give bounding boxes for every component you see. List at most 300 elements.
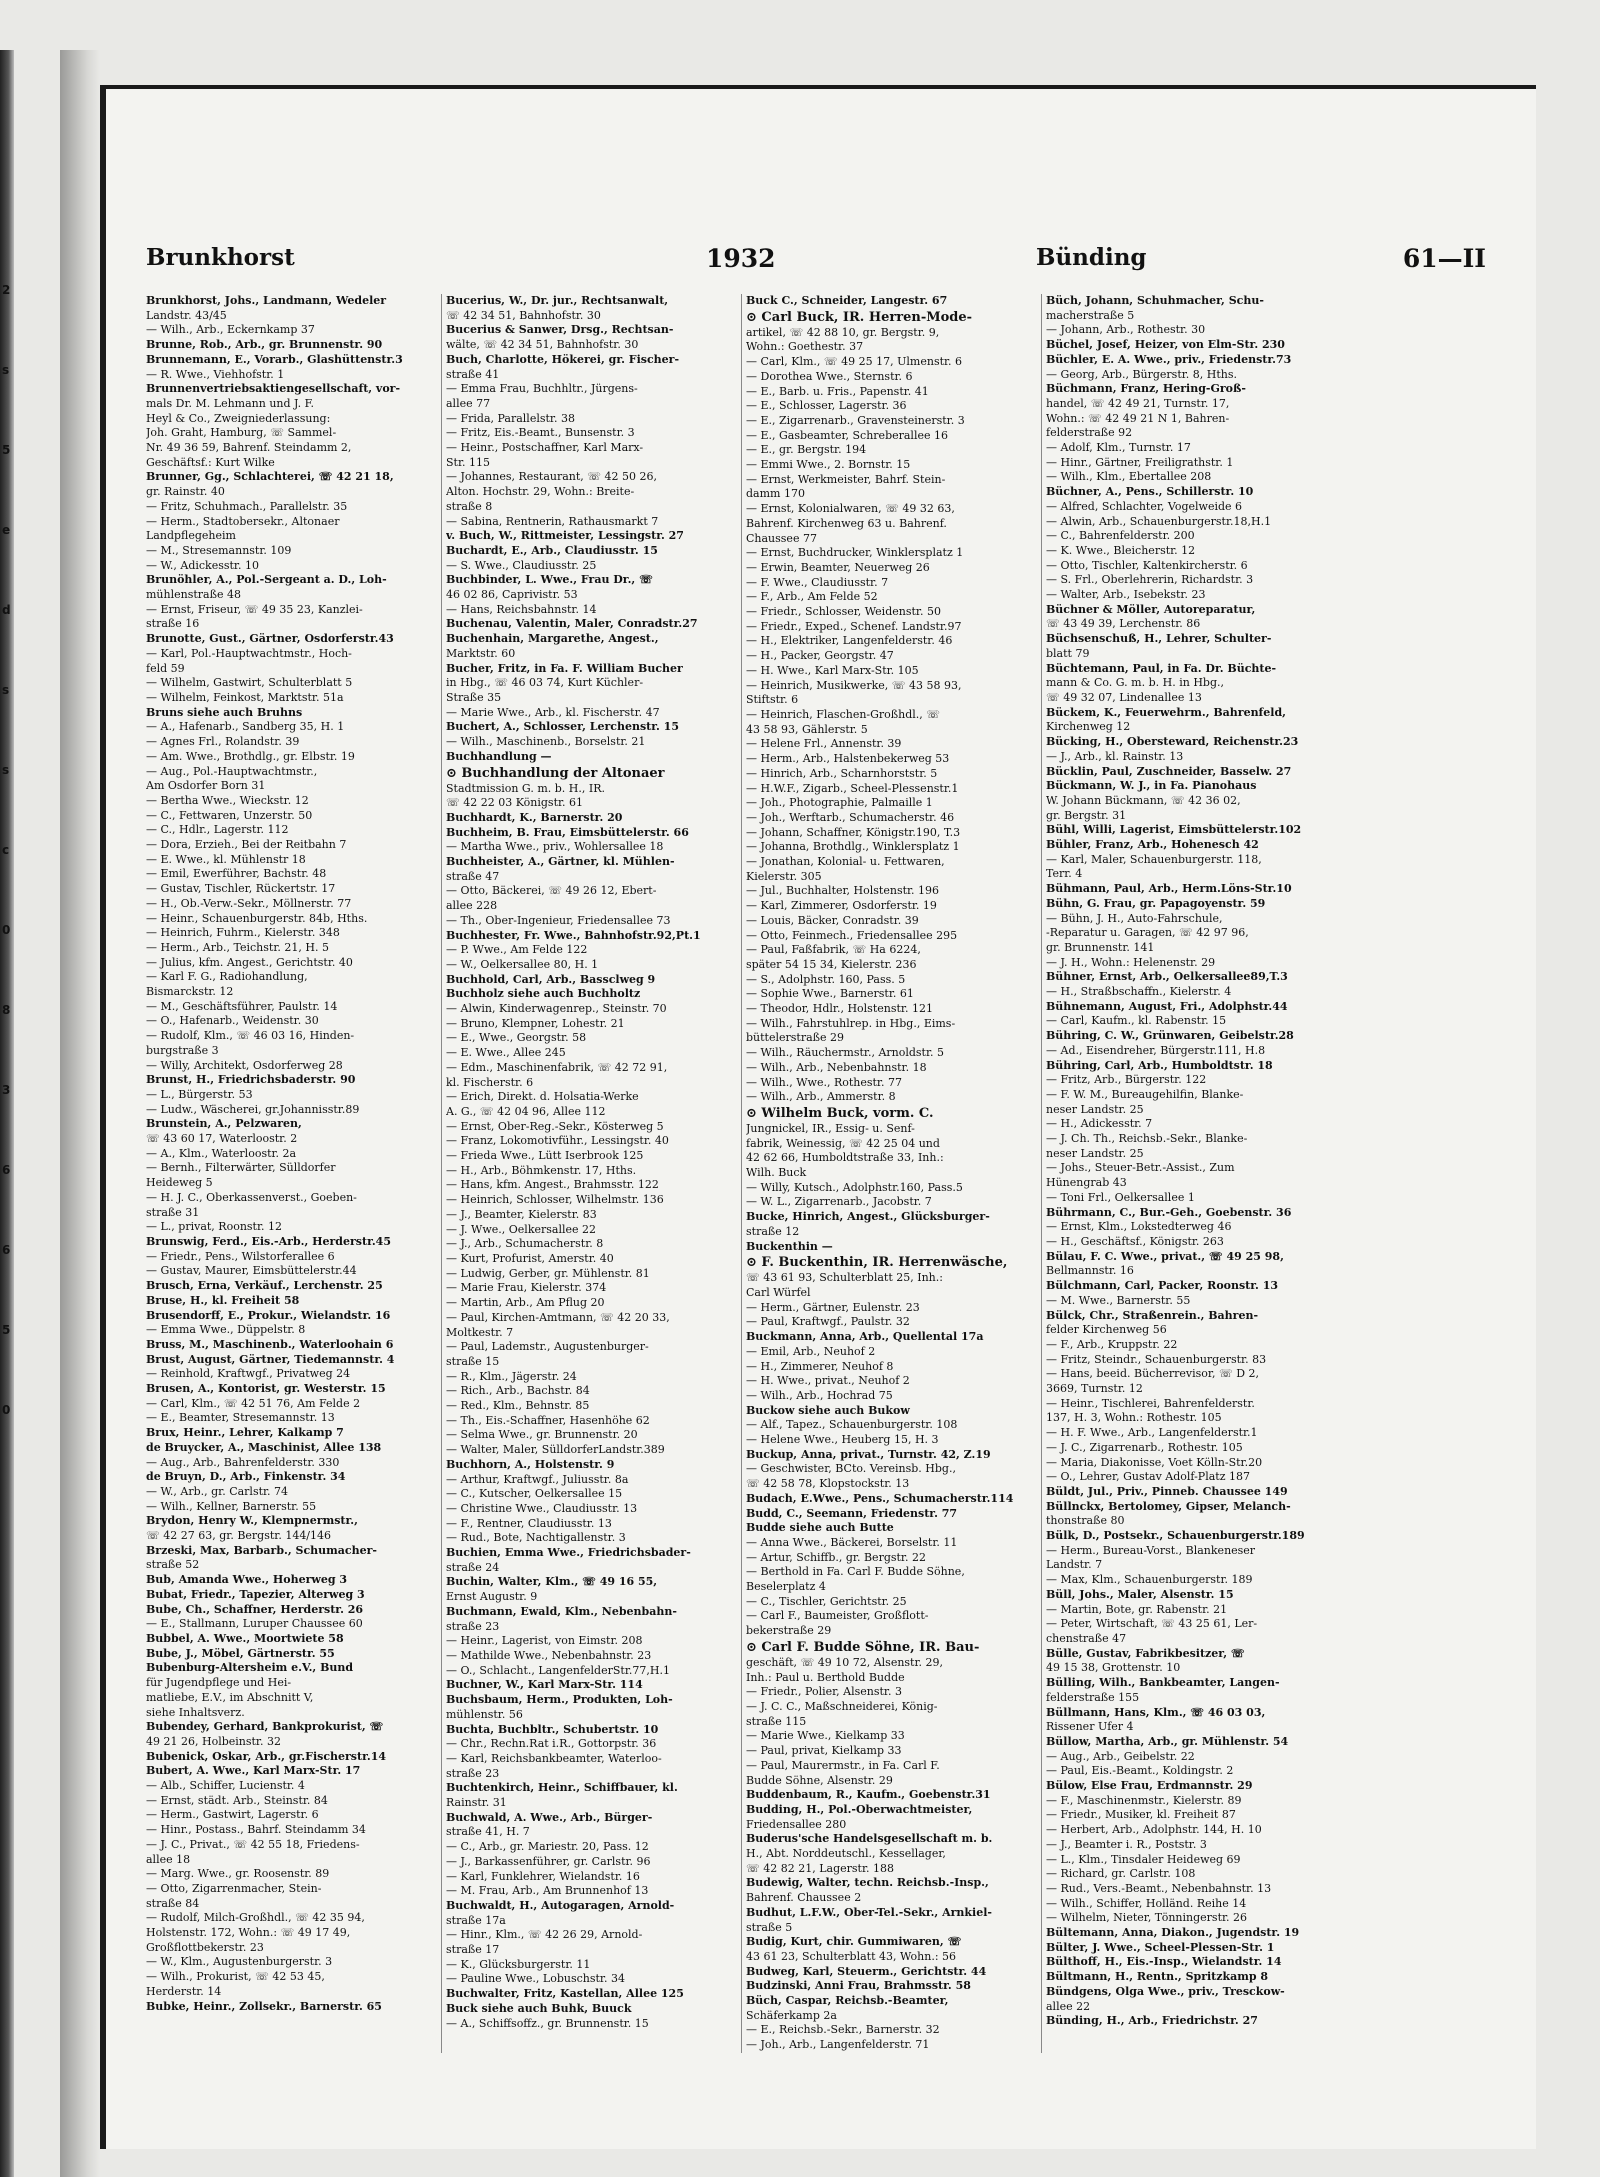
directory-entry: mühlenstraße 48 (146, 588, 241, 602)
directory-entry: — Herm., Stadtobersekr., Altonaer (146, 514, 340, 528)
directory-entry: — Otto, Feinmech., Friedensallee 295 (746, 928, 958, 942)
directory-entry: — Heinr., Tischlerei, Bahrenfelderstr. (1046, 1396, 1255, 1410)
column-3 (746, 294, 1042, 2053)
directory-entry: — Carl, Klm., ☏ 42 51 76, Am Felde 2 (146, 1396, 361, 1410)
directory-entry: — C., Hdlr., Lagerstr. 112 (146, 823, 289, 837)
directory-entry: — Willy, Architekt, Osdorferweg 28 (146, 1058, 343, 1072)
directory-entry: Brusendorff, E., Prokur., Wielandstr. 16 (146, 1308, 391, 1322)
directory-entry: Bückmann, W. J., in Fa. Pianohaus (1046, 779, 1257, 793)
directory-entry: — Gustav, Maurer, Eimsbüttelerstr.44 (146, 1264, 357, 1278)
directory-entry: — H., Geschäftsf., Königstr. 263 (1046, 1235, 1224, 1248)
directory-entry: Brydon, Henry W., Klempnermstr., (146, 1514, 358, 1528)
directory-entry: Buchien, Emma Wwe., Friedrichsbader- (446, 1546, 691, 1560)
directory-entry: Rissener Ufer 4 (1046, 1720, 1134, 1734)
margin-mark: d (2, 603, 11, 617)
directory-entry: Chaussee 77 (746, 531, 817, 545)
directory-entry: — Paul, Kirchen-Amtmann, ☏ 42 20 33, (446, 1310, 670, 1324)
directory-entry: — P. Wwe., Am Felde 122 (446, 943, 588, 957)
directory-entry: Buchsbaum, Herm., Produkten, Loh- (446, 1693, 673, 1707)
directory-entry: — F. Wwe., Claudiusstr. 7 (746, 575, 889, 589)
directory-entry: — Christine Wwe., Claudiusstr. 13 (446, 1501, 638, 1515)
directory-entry: Bubenburg-Altersheim e.V., Bund (146, 1661, 354, 1675)
directory-entry: — Fritz, Eis.-Beamt., Bunsenstr. 3 (446, 426, 635, 440)
directory-entry: ⊙ Wilhelm Buck, vorm. C. (746, 1105, 934, 1121)
directory-entry: — Heinrich, Flaschen-Großhdl., ☏ (746, 707, 941, 721)
directory-entry: Landstr. 7 (1046, 1558, 1103, 1572)
directory-entry: Buchin, Walter, Klm., ☏ 49 16 55, (446, 1575, 658, 1589)
margin-mark: 8 (2, 1003, 11, 1017)
directory-entry: 42 62 66, Humboldtstraße 33, Inh.: (746, 1151, 944, 1165)
directory-entry: — H., Packer, Georgstr. 47 (746, 649, 894, 663)
directory-entry: Budewig, Walter, techn. Reichsb.-Insp., (746, 1876, 989, 1890)
directory-entry: Bücking, H., Obersteward, Reichenstr.23 (1046, 735, 1299, 749)
directory-entry: — Heinrich, Musikwerke, ☏ 43 58 93, (746, 678, 962, 692)
directory-entry: — A., Hafenarb., Sandberg 35, H. 1 (146, 720, 345, 734)
directory-entry: — Heinr., Lagerist, von Eimstr. 208 (446, 1634, 643, 1648)
directory-entry: — W., Arb., gr. Carlstr. 74 (146, 1484, 289, 1498)
directory-entry: — Reinhold, Kraftwgf., Privatweg 24 (146, 1367, 351, 1381)
directory-entry: — Arthur, Kraftwgf., Juliusstr. 8a (446, 1472, 629, 1486)
directory-entry: Ernst Augustr. 9 (446, 1590, 538, 1604)
directory-entry: de Bruyn, D., Arb., Finkenstr. 34 (146, 1470, 346, 1484)
directory-entry: Buckup, Anna, privat., Turnstr. 42, Z.19 (746, 1447, 991, 1461)
directory-entry: Bruss, M., Maschinenb., Waterloohain 6 (146, 1337, 394, 1351)
directory-entry: — Herm., Gastwirt, Lagerstr. 6 (146, 1808, 319, 1822)
directory-entry: felder Kirchenweg 56 (1046, 1323, 1167, 1337)
directory-entry: — Heinrich, Schlosser, Wilhelmstr. 136 (446, 1193, 664, 1207)
directory-entry: — O., Hafenarb., Weidenstr. 30 (146, 1014, 319, 1028)
directory-entry: Bülle, Gustav, Fabrikbesitzer, ☏ (1046, 1646, 1245, 1660)
directory-entry: Buck siehe auch Buhk, Buuck (446, 2001, 632, 2015)
directory-entry: — Wilh., Arb., Nebenbahnstr. 18 (746, 1060, 927, 1074)
directory-entry: Bruse, H., kl. Freiheit 58 (146, 1293, 300, 1307)
directory-entry: — Sabina, Rentnerin, Rathausmarkt 7 (446, 514, 659, 528)
directory-entry: — Ludwig, Gerber, gr. Mühlenstr. 81 (446, 1266, 650, 1280)
directory-entry: Büch, Caspar, Reichsb.-Beamter, (746, 1994, 949, 2008)
directory-entry: neser Landstr. 25 (1046, 1102, 1144, 1116)
directory-entry: — Jonathan, Kolonial- u. Fettwaren, (746, 855, 945, 869)
directory-entry: — Julius, kfm. Angest., Gerichtstr. 40 (146, 955, 353, 969)
directory-entry: Buchert, A., Schlosser, Lerchenstr. 15 (446, 720, 679, 734)
directory-entry: — Martin, Bote, gr. Rabenstr. 21 (1046, 1602, 1228, 1616)
directory-entry: — E., Barb. u. Fris., Papenstr. 41 (746, 384, 929, 398)
margin-mark: 6 (2, 1243, 11, 1257)
directory-entry: — Helene Wwe., Heuberg 15, H. 3 (746, 1433, 939, 1447)
directory-entry: Bühring, C. W., Grünwaren, Geibelstr.28 (1046, 1029, 1294, 1043)
directory-entry: artikel, ☏ 42 88 10, gr. Bergstr. 9, (746, 325, 940, 339)
directory-entry: Bühmann, Paul, Arb., Herm.Löns-Str.10 (1046, 882, 1292, 896)
directory-entry: — K., Glücksburgerstr. 11 (446, 1957, 591, 1971)
directory-entry: — Wilh., Räuchermstr., Arnoldstr. 5 (746, 1046, 945, 1060)
directory-entry: straße 47 (446, 869, 500, 883)
directory-entry: Buchhorn, A., Holstenstr. 9 (446, 1457, 615, 1471)
directory-entry: Büchel, Josef, Heizer, von Elm-Str. 230 (1046, 338, 1285, 352)
directory-entry: Bültmann, H., Rentn., Spritzkamp 8 (1046, 1970, 1269, 1984)
directory-entry: — Alwin, Kinderwagenrep., Steinstr. 70 (446, 1002, 667, 1016)
directory-entry: — Paul, Eis.-Beamt., Koldingstr. 2 (1046, 1764, 1234, 1778)
directory-entry: Bucerius, W., Dr. jur., Rechtsanwalt, (446, 294, 669, 307)
directory-entry: Budweg, Karl, Steuerm., Gerichtstr. 44 (746, 1964, 987, 1978)
directory-entry: Bubert, A. Wwe., Karl Marx-Str. 17 (146, 1764, 361, 1778)
directory-entry: Geschäftsf.: Kurt Wilke (146, 455, 275, 469)
directory-entry: — Paul, Faßfabrik, ☏ Ha 6224, (746, 943, 921, 957)
directory-entry: — Willy, Kutsch., Adolphstr.160, Pass.5 (746, 1180, 963, 1194)
directory-entry: — Hans, Reichsbahnstr. 14 (446, 602, 597, 616)
directory-entry: Wilh. Buck (746, 1166, 807, 1180)
directory-entry: Stadtmission G. m. b. H., IR. (446, 781, 605, 795)
directory-entry: — Friedr., Exped., Schenef. Landstr.97 (746, 619, 962, 633)
directory-entry: — Chr., Rechn.Rat i.R., Gottorpstr. 36 (446, 1737, 657, 1751)
directory-entry: — Johann, Arb., Rothestr. 30 (1046, 323, 1206, 337)
directory-entry: — R., Klm., Jägerstr. 24 (446, 1369, 577, 1383)
directory-entry: — Erwin, Beamter, Neuerweg 26 (746, 560, 930, 574)
directory-entry: — Friedr., Schlosser, Weidenstr. 50 (746, 605, 941, 619)
directory-entry: Büchler, E. A. Wwe., priv., Friedenstr.73 (1046, 352, 1292, 366)
directory-entry: Buckow siehe auch Bukow (746, 1403, 910, 1417)
directory-entry: straße 84 (146, 1896, 200, 1910)
directory-entry: — Karl, Funklehrer, Wielandstr. 16 (446, 1869, 640, 1883)
directory-entry: — C., Bahrenfelderstr. 200 (1046, 529, 1195, 543)
directory-entry: straße 23 (446, 1766, 500, 1780)
directory-entry: Kielerstr. 305 (746, 869, 822, 883)
directory-entry: Marktstr. 60 (446, 646, 516, 660)
directory-entry: straße 115 (746, 1714, 807, 1728)
directory-entry: Bücklin, Paul, Zuschneider, Basselw. 27 (1046, 764, 1292, 778)
directory-entry: — Wilh., Maschinenb., Borselstr. 21 (446, 735, 646, 749)
directory-entry: ☏ 42 34 51, Bahnhofstr. 30 (446, 308, 601, 322)
directory-entry: büttelerstraße 29 (746, 1031, 844, 1045)
directory-entry: Buch, Charlotte, Hökerei, gr. Fischer- (446, 352, 680, 366)
directory-entry: — Carl, Klm., ☏ 49 25 17, Ulmenstr. 6 (746, 355, 963, 369)
binding-shadow (60, 50, 100, 2177)
directory-entry: — Erich, Direkt. d. Holsatia-Werke (446, 1090, 639, 1104)
directory-entry: Bubat, Friedr., Tapezier, Alterweg 3 (146, 1587, 365, 1601)
directory-entry: — Louis, Bäcker, Conradstr. 39 (746, 913, 919, 927)
directory-entry: Bülter, J. Wwe., Scheel-Plessen-Str. 1 (1046, 1940, 1275, 1954)
directory-entry: — F. W. M., Bureaugehilfin, Blanke- (1046, 1087, 1244, 1101)
directory-entry: — Bühn, J. H., Auto-Fahrschule, (1046, 911, 1223, 925)
directory-entry: — Karl, Zimmerer, Osdorferstr. 19 (746, 899, 937, 913)
directory-entry: ☏ 42 22 03 Königstr. 61 (446, 796, 584, 810)
directory-entry: Buchhardt, K., Barnerstr. 20 (446, 810, 623, 824)
directory-entry: — Alb., Schiffer, Lucienstr. 4 (146, 1779, 305, 1793)
directory-entry: — Emil, Arb., Neuhof 2 (746, 1344, 876, 1358)
directory-entry: — M. Wwe., Barnerstr. 55 (1046, 1293, 1191, 1307)
directory-entry: — E., Wwe., Georgstr. 58 (446, 1031, 587, 1045)
directory-entry: Budzinski, Anni Frau, Brahmsstr. 58 (746, 1979, 971, 1993)
directory-entry: ☏ 43 60 17, Waterloostr. 2 (146, 1132, 298, 1146)
directory-entry: — J. Wwe., Oelkersallee 22 (446, 1222, 596, 1236)
directory-entry: Buchbinder, L. Wwe., Frau Dr., ☏ (446, 573, 653, 587)
directory-entry: — Friedr., Polier, Alsenstr. 3 (746, 1685, 902, 1699)
directory-entry: Joh. Graht, Hamburg, ☏ Sammel- (146, 426, 337, 440)
directory-entry: — Dora, Erzieh., Bei der Reitbahn 7 (146, 838, 347, 852)
directory-entry: Herderstr. 14 (146, 1984, 222, 1998)
directory-entry: Brusch, Erna, Verkäuf., Lerchenstr. 25 (146, 1279, 383, 1293)
directory-entry: Buchenhain, Margarethe, Angest., (446, 632, 659, 646)
directory-entry: Büchtemann, Paul, in Fa. Dr. Büchte- (1046, 661, 1277, 675)
directory-entry: — H. J. C., Oberkassenverst., Goeben- (146, 1190, 357, 1204)
directory-entry: — Marie Frau, Kielerstr. 374 (446, 1281, 607, 1295)
directory-entry: — M., Stresemannstr. 109 (146, 543, 292, 557)
directory-entry: straße 16 (146, 617, 200, 631)
directory-entry: Brunst, H., Friedrichsbaderstr. 90 (146, 1073, 356, 1087)
directory-entry: — Emma Frau, Buchhltr., Jürgens- (446, 382, 638, 396)
directory-entry: — S. Wwe., Claudiusstr. 25 (446, 558, 597, 572)
directory-entry: — Otto, Zigarrenmacher, Stein- (146, 1881, 322, 1895)
directory-entry: — F., Arb., Kruppstr. 22 (1046, 1337, 1178, 1351)
directory-entry: — J., Beamter i. R., Poststr. 3 (1046, 1837, 1207, 1851)
directory-entry: — Ernst, Werkmeister, Bahrf. Stein- (746, 472, 946, 486)
directory-entry: straße 8 (446, 499, 493, 513)
directory-entry: — F., Arb., Am Felde 52 (746, 590, 878, 604)
directory-entry: — J. C. C., Maßschneiderei, König- (746, 1699, 938, 1713)
directory-entry: Am Osdorfer Born 31 (146, 779, 266, 793)
directory-entry: 43 58 93, Gählerstr. 5 (746, 722, 868, 736)
directory-entry: — Hans, kfm. Angest., Brahmsstr. 122 (446, 1178, 659, 1192)
directory-entry: Budde Söhne, Alsenstr. 29 (746, 1773, 893, 1787)
directory-entry: — H., Elektriker, Langenfelderstr. 46 (746, 634, 953, 648)
directory-entry: Bismarckstr. 12 (146, 985, 234, 999)
directory-entry: Bülau, F. C. Wwe., privat., ☏ 49 25 98, (1046, 1249, 1284, 1263)
directory-entry: mühlenstr. 56 (446, 1707, 523, 1721)
directory-entry: — Herm., Bureau-Vorst., Blankeneser (1046, 1543, 1256, 1557)
header-first-entry: Brunkhorst (146, 244, 295, 271)
directory-entry: — J., Beamter, Kielerstr. 83 (446, 1207, 597, 1221)
directory-entry: Buchta, Buchbltr., Schubertstr. 10 (446, 1722, 659, 1736)
directory-entry: Bub, Amanda Wwe., Hoherweg 3 (146, 1573, 348, 1587)
directory-entry: Bührmann, C., Bur.-Geh., Goebenstr. 36 (1046, 1205, 1292, 1219)
directory-entry: -Reparatur u. Garagen, ☏ 42 97 96, (1046, 926, 1249, 940)
directory-entry: Alton. Hochstr. 29, Wohn.: Breite- (446, 485, 635, 499)
directory-entry: später 54 15 34, Kielerstr. 236 (746, 957, 917, 971)
directory-entry: — Hinr., Klm., ☏ 42 26 29, Arnold- (446, 1928, 643, 1942)
directory-entry: Beselerplatz 4 (746, 1580, 826, 1594)
directory-entry: — Pauline Wwe., Lobuschstr. 34 (446, 1972, 625, 1986)
directory-entry: — J. C., Zigarrenarb., Rothestr. 105 (1046, 1440, 1243, 1454)
directory-entry: Budde siehe auch Butte (746, 1521, 894, 1535)
directory-entry: — Mathilde Wwe., Nebenbahnstr. 23 (446, 1648, 652, 1662)
directory-entry: ⊙ Carl F. Budde Söhne, IR. Bau- (746, 1639, 980, 1655)
directory-entry: Jungnickel, IR., Essig- u. Senf- (746, 1121, 915, 1135)
directory-entry: — Hinr., Postass., Bahrf. Steindamm 34 (146, 1823, 366, 1837)
directory-entry: — L., Bürgerstr. 53 (146, 1087, 253, 1101)
directory-entry: Büllmann, Hans, Klm., ☏ 46 03 03, (1046, 1705, 1266, 1719)
directory-entry: — Maria, Diakonisse, Voet Kölln-Str.20 (1046, 1455, 1263, 1469)
directory-entry: — J. Ch. Th., Reichsb.-Sekr., Blanke- (1046, 1132, 1248, 1146)
directory-entry: Buchmann, Ewald, Klm., Nebenbahn- (446, 1604, 677, 1618)
directory-entry: Bülling, Wilh., Bankbeamter, Langen- (1046, 1676, 1280, 1690)
margin-mark: 5 (2, 443, 11, 457)
directory-entry: Bülthoff, H., Eis.-Insp., Wielandstr. 14 (1046, 1955, 1282, 1969)
directory-entry: — Wilh., Prokurist, ☏ 42 53 45, (146, 1970, 325, 1984)
directory-entry: — Wilh., Klm., Ebertallee 208 (1046, 470, 1212, 484)
directory-entry: — E., Schlosser, Lagerstr. 36 (746, 399, 907, 413)
directory-entry: Buchwaldt, H., Autogaragen, Arnold- (446, 1898, 675, 1912)
directory-entry: — Aug., Pol.-Hauptwachtmstr., (146, 764, 318, 778)
margin-mark: 0 (2, 1403, 11, 1417)
directory-entry: Bülchmann, Carl, Packer, Roonstr. 13 (1046, 1279, 1279, 1293)
directory-entry: Brunöhler, A., Pol.-Sergeant a. D., Loh- (146, 573, 387, 587)
directory-columns (146, 294, 1496, 2053)
directory-entry: straße 5 (746, 1920, 793, 1934)
margin-marks (2, 250, 12, 1450)
directory-entry: — Franz, Lokomotivführ., Lessingstr. 40 (446, 1134, 669, 1148)
directory-entry: Bünding, H., Arb., Friedrichstr. 27 (1046, 2014, 1258, 2028)
directory-entry: — C., Tischler, Gerichtstr. 25 (746, 1594, 907, 1608)
directory-entry: — R. Wwe., Viehhofstr. 1 (146, 367, 285, 381)
directory-entry: — Rudolf, Milch-Großhdl., ☏ 42 35 94, (146, 1911, 365, 1925)
directory-entry: felderstraße 92 (1046, 426, 1133, 440)
directory-entry: bekerstraße 29 (746, 1624, 832, 1638)
directory-entry: — Helene Frl., Annenstr. 39 (746, 737, 902, 751)
directory-entry: matliebe, E.V., im Abschnitt V, (146, 1690, 314, 1704)
directory-entry: Wohn.: ☏ 42 49 21 N 1, Bahren- (1046, 411, 1230, 425)
directory-entry: wälte, ☏ 42 34 51, Bahnhofstr. 30 (446, 338, 639, 352)
directory-entry: — A., Klm., Waterloostr. 2a (146, 1146, 297, 1160)
margin-mark: e (2, 523, 11, 537)
directory-entry: thonstraße 80 (1046, 1514, 1125, 1528)
directory-entry: — Th., Ober-Ingenieur, Friedensallee 73 (446, 913, 671, 927)
directory-entry: siehe Inhaltsverz. (146, 1705, 245, 1719)
directory-entry: allee 228 (446, 899, 498, 913)
directory-entry: — Karl, Maler, Schauenburgerstr. 118, (1046, 852, 1262, 866)
directory-entry: — E. Wwe., Allee 245 (446, 1046, 566, 1060)
directory-entry: — Friedr., Pens., Wilstorferallee 6 (146, 1249, 335, 1263)
directory-entry: — Wilh., Kellner, Barnerstr. 55 (146, 1499, 317, 1513)
margin-mark: 6 (2, 1163, 11, 1177)
directory-entry: — H.W.F., Zigarb., Scheel-Plessenstr.1 (746, 781, 959, 795)
directory-entry: — Heinrich, Fuhrm., Kielerstr. 348 (146, 926, 340, 940)
directory-entry: — Am. Wwe., Brothdlg., gr. Elbstr. 19 (146, 749, 355, 763)
directory-entry: straße 41, H. 7 (446, 1825, 530, 1839)
column-1 (146, 294, 442, 2053)
directory-entry: — Hans, beeid. Bücherrevisor, ☏ D 2, (1046, 1367, 1260, 1381)
directory-entry: ☏ 49 32 07, Lindenallee 13 (1046, 690, 1202, 704)
directory-entry: — W., Adickesstr. 10 (146, 558, 259, 572)
directory-entry: Stiftstr. 6 (746, 693, 799, 707)
directory-entry: — Carl, Kaufm., kl. Rabenstr. 15 (1046, 1014, 1227, 1028)
directory-entry: — Alwin, Arb., Schauenburgerstr.18,H.1 (1046, 514, 1272, 528)
directory-entry: blatt 79 (1046, 646, 1090, 660)
directory-entry: Büch, Johann, Schuhmacher, Schu- (1046, 294, 1264, 307)
directory-entry: handel, ☏ 42 49 21, Turnstr. 17, (1046, 396, 1230, 410)
directory-entry: Landpflegeheim (146, 529, 236, 543)
directory-entry: — Wilhelm, Nieter, Tönningerstr. 26 (1046, 1911, 1248, 1925)
directory-entry: Bülk, D., Postsekr., Schauenburgerstr.189 (1046, 1529, 1305, 1543)
directory-entry: Bündgens, Olga Wwe., priv., Tresckow- (1046, 1984, 1285, 1998)
directory-entry: — Emma Wwe., Düppelstr. 8 (146, 1323, 306, 1337)
directory-entry: Büchner & Möller, Autoreparatur, (1046, 602, 1256, 616)
directory-entry: — Adolf, Klm., Turnstr. 17 (1046, 441, 1191, 455)
directory-entry: — Fritz, Steindr., Schauenburgerstr. 83 (1046, 1352, 1267, 1366)
directory-entry: — Wilh., Arb., Hochrad 75 (746, 1388, 893, 1402)
directory-entry: Bubendey, Gerhard, Bankprokurist, ☏ (146, 1720, 384, 1734)
directory-entry: — Carl F., Baumeister, Großflott- (746, 1609, 929, 1623)
directory-entry: Buchtenkirch, Heinr., Schiffbauer, kl. (446, 1781, 678, 1795)
directory-entry: — Wilhelm, Gastwirt, Schulterblatt 5 (146, 676, 353, 690)
directory-entry: — Otto, Bäckerei, ☏ 49 26 12, Ebert- (446, 884, 657, 898)
directory-entry: — A., Schiffsoffz., gr. Brunnenstr. 15 (446, 2016, 649, 2030)
directory-entry: Budding, H., Pol.-Oberwachtmeister, (746, 1802, 973, 1816)
directory-entry: in Hbg., ☏ 46 03 74, Kurt Küchler- (446, 676, 644, 690)
directory-entry: Budach, E.Wwe., Pens., Schumacherstr.114 (746, 1491, 1014, 1505)
directory-entry: — Herm., Arb., Halstenbekerweg 53 (746, 752, 950, 766)
directory-entry: Brunswig, Ferd., Eis.-Arb., Herderstr.45 (146, 1235, 391, 1248)
directory-entry: Landstr. 43/45 (146, 308, 227, 322)
directory-entry: — E., gr. Bergstr. 194 (746, 443, 867, 457)
directory-entry: Bülow, Else Frau, Erdmannstr. 29 (1046, 1779, 1253, 1793)
directory-entry: — E., Beamter, Stresemannstr. 13 (146, 1411, 335, 1425)
directory-entry: v. Buch, W., Rittmeister, Lessingstr. 27 (446, 529, 684, 543)
directory-entry: — Paul, Kraftwgf., Paulstr. 32 (746, 1315, 910, 1329)
directory-entry: Bucher, Fritz, in Fa. F. William Bucher (446, 661, 683, 675)
directory-entry: — Emmi Wwe., 2. Bornstr. 15 (746, 458, 911, 472)
directory-entry: — M., Geschäftsführer, Paulstr. 14 (146, 999, 338, 1013)
directory-entry: Inh.: Paul u. Berthold Budde (746, 1670, 905, 1684)
margin-mark: c (2, 843, 10, 857)
directory-entry: Hünengrab 43 (1046, 1176, 1127, 1190)
directory-entry: Rainstr. 31 (446, 1796, 507, 1810)
directory-entry: allee 77 (446, 396, 491, 410)
directory-entry: H., Abt. Norddeutschl., Kessellager, (746, 1847, 946, 1861)
directory-entry: burgstraße 3 (146, 1043, 219, 1057)
directory-entry: damm 170 (746, 487, 805, 501)
directory-entry: — H. Wwe., Karl Marx-Str. 105 (746, 663, 919, 677)
directory-entry: Brunnemann, E., Vorarb., Glashüttenstr.3 (146, 352, 403, 366)
directory-entry: Büchmann, Franz, Hering-Groß- (1046, 382, 1246, 396)
directory-entry: geschäft, ☏ 49 10 72, Alsenstr. 29, (746, 1655, 944, 1669)
directory-entry: mals Dr. M. Lehmann und J. F. (146, 396, 314, 410)
header-last-entry: Bünding (1036, 244, 1147, 271)
directory-entry: — Artur, Schiffb., gr. Bergstr. 22 (746, 1550, 926, 1564)
margin-mark: s (2, 683, 10, 697)
directory-entry: Bültemann, Anna, Diakon., Jugendstr. 19 (1046, 1926, 1300, 1940)
directory-entry: — J., Barkassenführer, gr. Carlstr. 96 (446, 1854, 651, 1868)
directory-entry: ☏ 42 58 78, Klopstockstr. 13 (746, 1477, 910, 1491)
directory-entry: — E., Gasbeamter, Schreberallee 16 (746, 428, 948, 442)
directory-entry: A. G., ☏ 42 04 96, Allee 112 (446, 1104, 606, 1118)
directory-entry: — C., Fettwaren, Unzerstr. 50 (146, 808, 313, 822)
directory-entry: Bubke, Heinr., Zollsekr., Barnerstr. 65 (146, 1999, 382, 2013)
directory-entry: Brunotte, Gust., Gärtner, Osdorferstr.43 (146, 632, 394, 646)
directory-entry: — Otto, Tischler, Kaltenkircherstr. 6 (1046, 558, 1248, 572)
directory-entry: — S. Frl., Oberlehrerin, Richardstr. 3 (1046, 573, 1254, 587)
directory-entry: — Dorothea Wwe., Sternstr. 6 (746, 369, 913, 383)
directory-entry: — Sophie Wwe., Barnerstr. 61 (746, 987, 914, 1001)
margin-mark: s (2, 763, 10, 777)
directory-entry: — Johanna, Brothdlg., Winklersplatz 1 (746, 840, 960, 854)
directory-entry: gr. Bergstr. 31 (1046, 808, 1127, 822)
directory-entry: Buchwald, A. Wwe., Arb., Bürger- (446, 1810, 653, 1824)
directory-entry: — Marie Wwe., Arb., kl. Fischerstr. 47 (446, 705, 660, 719)
directory-entry: straße 17a (446, 1913, 506, 1927)
directory-entry: Heideweg 5 (146, 1176, 213, 1190)
directory-entry: Buchenau, Valentin, Maler, Conradstr.27 (446, 617, 698, 631)
directory-entry: — Edm., Maschinenfabrik, ☏ 42 72 91, (446, 1060, 668, 1074)
directory-entry: straße 52 (146, 1558, 200, 1572)
directory-entry: — Jul., Buchhalter, Holstenstr. 196 (746, 884, 940, 898)
directory-entry: de Bruycker, A., Maschinist, Allee 138 (146, 1440, 382, 1454)
directory-entry: — Wilh., Arb., Ammerstr. 8 (746, 1090, 896, 1104)
directory-entry: Budig, Kurt, chir. Gummiwaren, ☏ (746, 1935, 962, 1949)
directory-entry: kl. Fischerstr. 6 (446, 1075, 534, 1089)
directory-entry: ☏ 42 82 21, Lagerstr. 188 (746, 1861, 895, 1875)
directory-entry: Bühner, Ernst, Arb., Oelkersallee89,T.3 (1046, 970, 1288, 984)
directory-entry: straße 31 (146, 1205, 200, 1219)
directory-entry: — Friedr., Musiker, kl. Freiheit 87 (1046, 1808, 1236, 1822)
directory-entry: Brunne, Rob., Arb., gr. Brunnenstr. 90 (146, 338, 383, 352)
